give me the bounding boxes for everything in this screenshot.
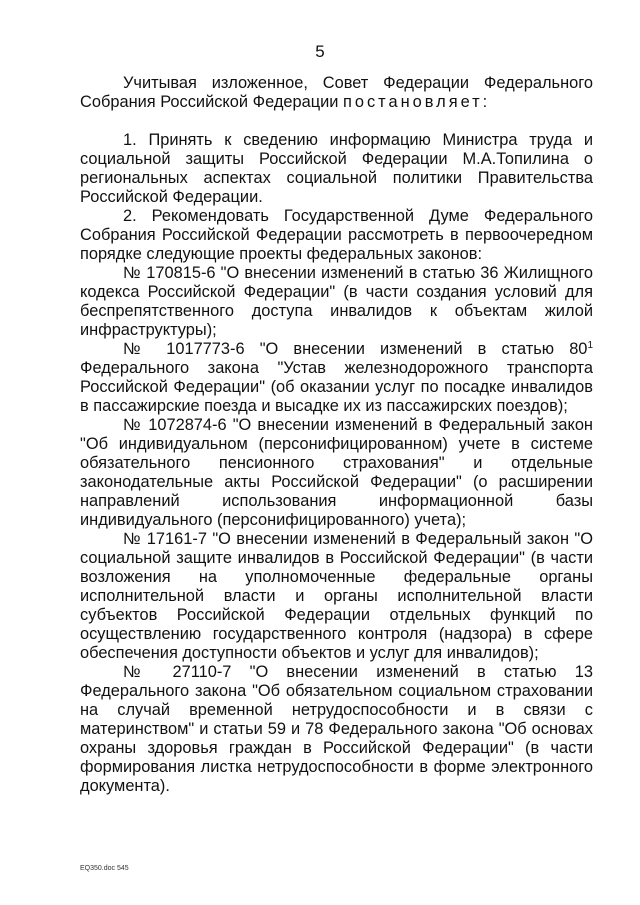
bill-item-2-before: № 1017773-6 "О внесении изменений в статью 80: [123, 340, 588, 358]
bill-item-2-after: Федерального закона "Устав железнодорожного транспорта Российской Федерации" (об оказании услуг по посадке инвалидов в пассажирские поезда и высадке их из пассажирских поездов);: [80, 359, 593, 415]
bill-item-4: № 17161-7 "О внесении изменений в Федеральный закон "О социальной защите инвалидов в Российской Федерации" (в части возложения на уполномоченные федеральные органы исполнительной власти и органы исполнительной власти субъектов Российской Федерации отдельных функций по осуществлению государственного контроля (надзора) в сфере обеспечения доступности объектов и услуг для инвалидов);: [80, 530, 593, 662]
paragraph-1: 1. Принять к сведению информацию Министра труда и социальной защиты Российской Федерации М.А.Топилина о региональных аспектах социальной политики Правительства Российской Федерации.: [80, 131, 593, 206]
document-body: [80, 74, 593, 796]
intro-colon: :: [482, 93, 488, 111]
bill-item-2: [80, 340, 593, 416]
footer-doc-code: EQ350.doc 545: [80, 865, 129, 872]
intro-paragraph: [80, 74, 593, 112]
page-number: 5: [315, 42, 325, 61]
bill-item-5: № 27110-7 "О внесении изменений в статью 13 Федерального закона "Об обязательном социальном страховании на случай временной нетрудоспособности и в связи с материнством" и статьи 59 и 78 Федерального закона "Об основах охраны здоровья граждан в Российской Федерации" (в части формирования листка нетрудоспособности в форме электронного документа).: [80, 663, 593, 795]
intro-keyword: постановляет: [343, 93, 483, 111]
intro-text: Учитывая изложенное, Совет Федерации Федерального Собрания Российской Федерации: [80, 74, 593, 111]
bill-item-3: № 1072874-6 "О внесении изменений в Федеральный закон "Об индивидуальном (персонифицированном) учете в системе обязательного пенсионного страхования" и отдельные законодательные акты Российской Федерации" (о расширении направлений использования информационной базы индивидуального (персонифицированного) учета);: [80, 416, 593, 529]
paragraph-2: 2. Рекомендовать Государственной Думе Федерального Собрания Российской Федерации рассмотреть в первоочередном порядке следующие проекты федеральных законов:: [80, 207, 593, 263]
bill-item-1: № 170815-6 "О внесении изменений в статью 36 Жилищного кодекса Российской Федерации" (в части создания условий для беспрепятственного доступа инвалидов к объектам жилой инфраструктуры);: [80, 264, 593, 339]
superscript-marker: 1: [587, 340, 593, 351]
